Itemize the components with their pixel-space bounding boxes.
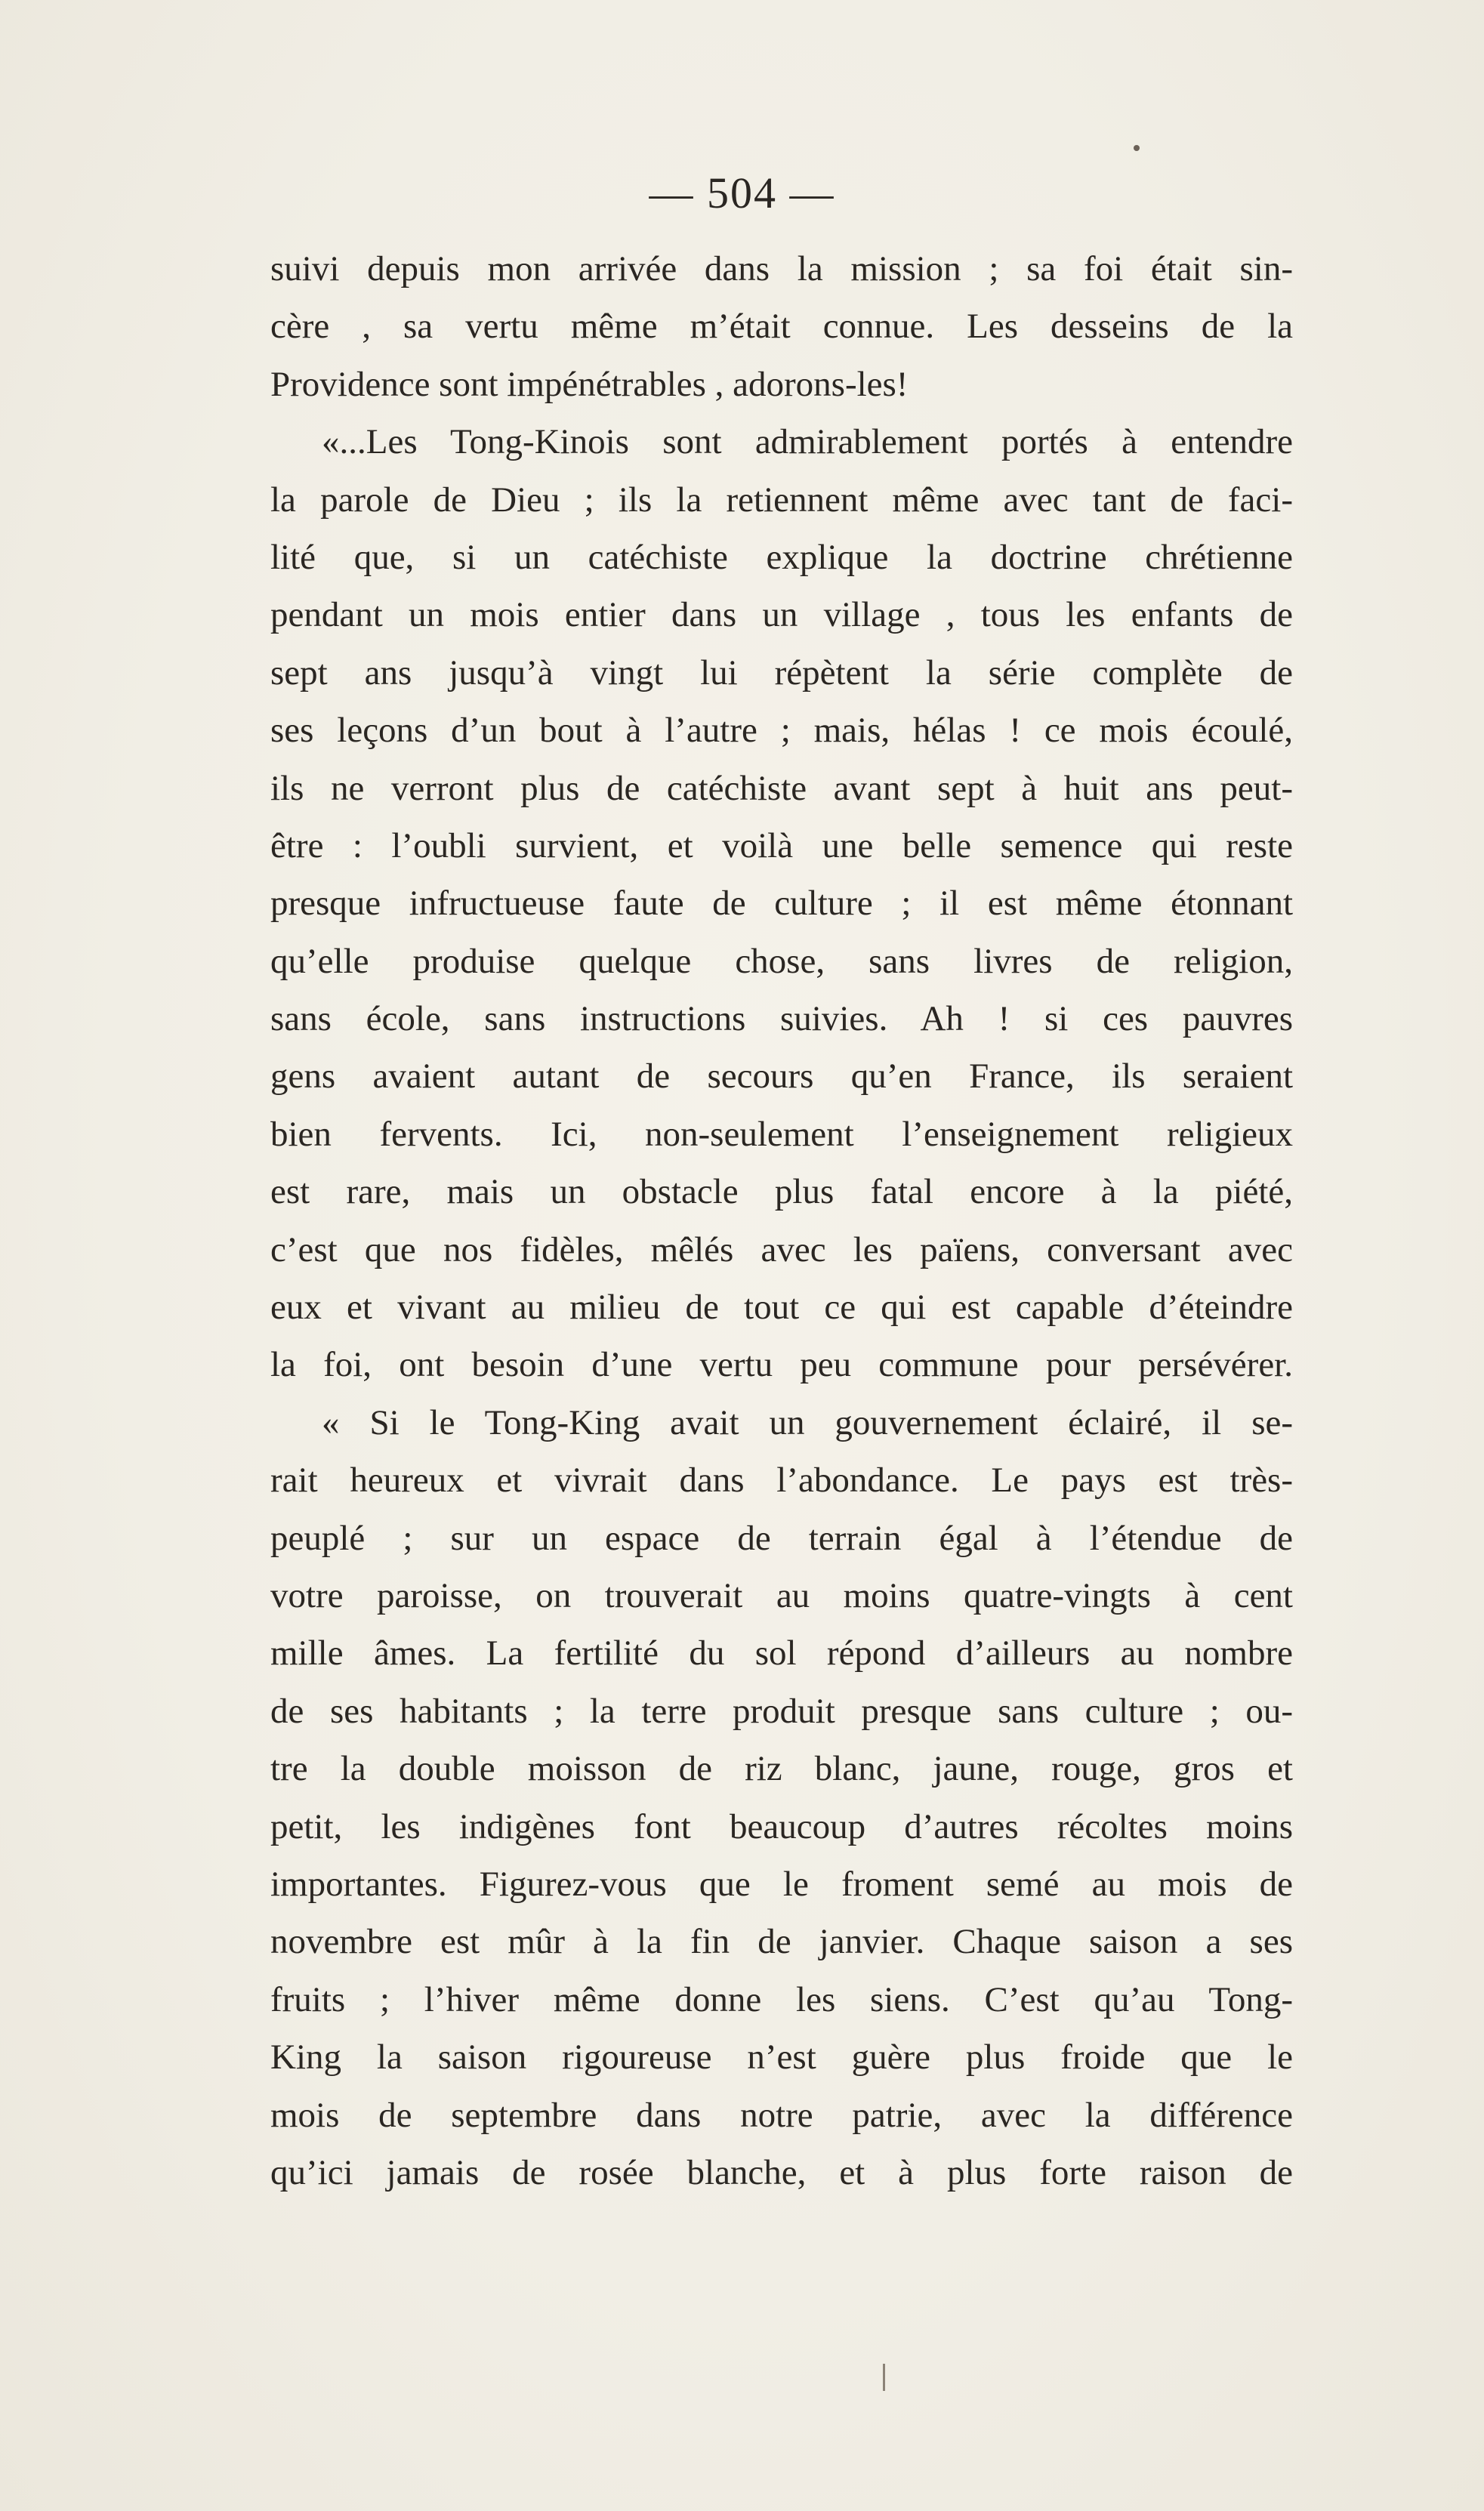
text-line: presque infructueuse faute de culture ; il est même étonnant	[270, 884, 1293, 924]
text-line: mille âmes. La fertilité du sol répond d’ailleurs au nombre	[270, 1633, 1293, 1673]
text-line: mois de septembre dans notre patrie, avec la différence	[270, 2095, 1293, 2135]
text-line: c’est que nos fidèles, mêlés avec les païens, conversant avec	[270, 1229, 1293, 1269]
text-line: «...Les Tong-Kinois sont admirablement portés à entendre	[322, 422, 1293, 462]
page-number: — 504 —	[649, 168, 835, 217]
text-line: pendant un mois entier dans un village , tous les enfants de	[270, 595, 1293, 635]
text-line: importantes. Figurez-vous que le froment semé au mois de	[270, 1864, 1293, 1904]
text-line: de ses habitants ; la terre produit presque sans culture ; ou-	[270, 1691, 1293, 1731]
text-line: lité que, si un catéchiste explique la doctrine chrétienne	[270, 537, 1293, 577]
text-line: sans école, sans instructions suivies. Ah ! si ces pauvres	[270, 999, 1293, 1039]
text-line: gens avaient autant de secours qu’en France, ils seraient	[270, 1057, 1293, 1097]
text-line: « Si le Tong-King avait un gouvernement éclairé, il se-	[322, 1402, 1293, 1442]
text-line: rait heureux et vivrait dans l’abondance. Le pays est très-	[270, 1461, 1293, 1501]
text-line: ses leçons d’un bout à l’autre ; mais, hélas ! ce mois écoulé,	[270, 711, 1293, 751]
text-line: est rare, mais un obstacle plus fatal encore à la piété,	[270, 1172, 1293, 1212]
ink-speck	[1134, 145, 1140, 151]
text-line: qu’ici jamais de rosée blanche, et à plus forte raison de	[270, 2152, 1293, 2192]
text-line: fruits ; l’hiver même donne les siens. C’est qu’au Tong-	[270, 1979, 1293, 2019]
text-line: votre paroisse, on trouverait au moins quatre-vingts à cent	[270, 1575, 1293, 1615]
text-line: eux et vivant au milieu de tout ce qui est capable d’éteindre	[270, 1288, 1293, 1328]
text-line: être : l’oubli survient, et voilà une belle semence qui reste	[270, 825, 1293, 865]
text-line: King la saison rigoureuse n’est guère plus froide que le	[270, 2037, 1293, 2078]
ink-mark	[883, 2364, 885, 2391]
text-line: qu’elle produise quelque chose, sans livres de religion,	[270, 941, 1293, 981]
text-line: Providence sont impénétrables , adorons-les!	[270, 364, 909, 404]
text-line: bien fervents. Ici, non-seulement l’enseignement religieux	[270, 1114, 1293, 1154]
text-line: ils ne verront plus de catéchiste avant sept à huit ans peut-	[270, 768, 1293, 808]
text-line: la parole de Dieu ; ils la retiennent même avec tant de faci-	[270, 480, 1293, 520]
text-line: peuplé ; sur un espace de terrain égal à l’étendue de	[270, 1518, 1293, 1558]
text-line: la foi, ont besoin d’une vertu peu commune pour persévérer.	[270, 1345, 1293, 1385]
text-line: petit, les indigènes font beaucoup d’autres récoltes moins	[270, 1806, 1293, 1846]
text-line: novembre est mûr à la fin de janvier. Chaque saison a ses	[270, 1922, 1293, 1962]
body-text	[270, 240, 1293, 2201]
text-line: tre la double moisson de riz blanc, jaune, rouge, gros et	[270, 1749, 1293, 1789]
text-line: cère , sa vertu même m’était connue. Les desseins de la	[270, 307, 1293, 347]
text-line: suivi depuis mon arrivée dans la mission ; sa foi était sin-	[270, 249, 1293, 288]
text-line: sept ans jusqu’à vingt lui répètent la série complète de	[270, 652, 1293, 693]
